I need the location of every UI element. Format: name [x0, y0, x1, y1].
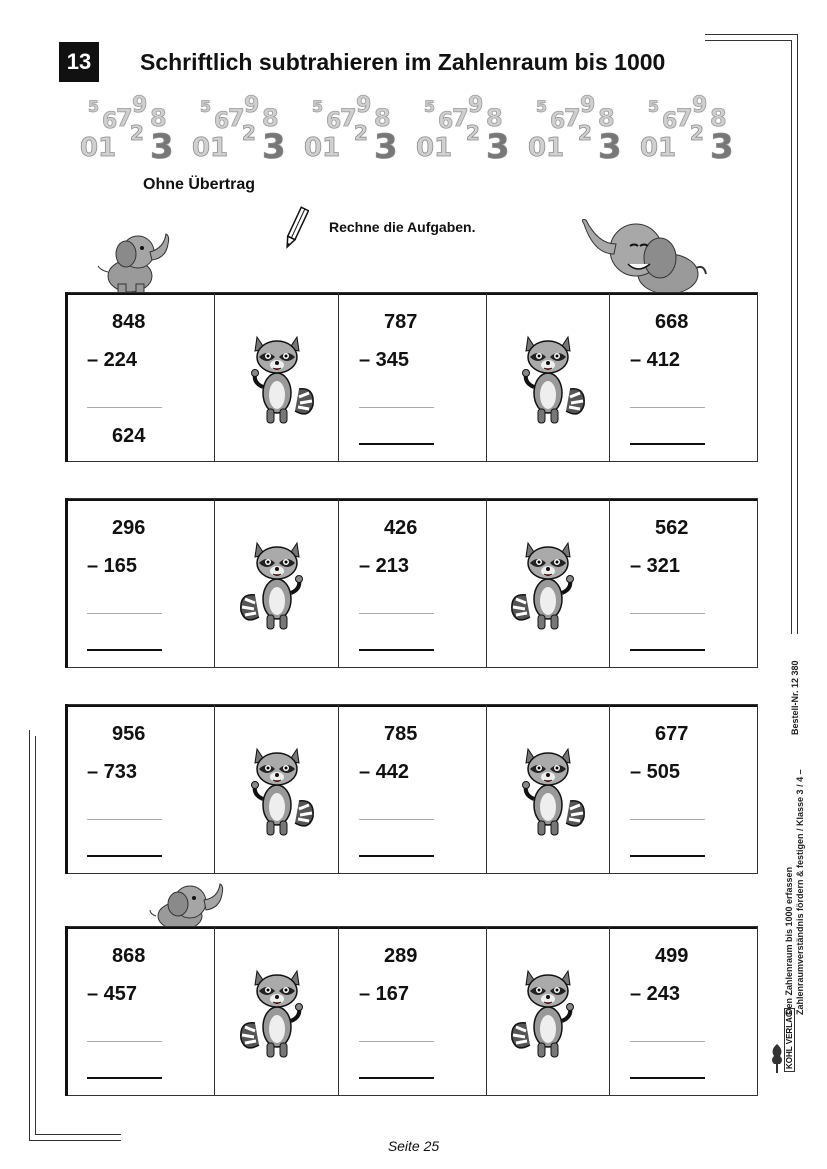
subtraction-task [65, 498, 215, 668]
digit-glyph: 9 [132, 93, 148, 118]
carry-line [630, 819, 705, 820]
carry-line [87, 407, 162, 408]
subtrahend: – 412 [630, 349, 681, 371]
digit-glyph: 6 [102, 109, 118, 134]
digit-strip-banner [78, 92, 748, 162]
raccoon-icon [508, 533, 588, 633]
exercise-row [65, 498, 758, 668]
answer-line[interactable] [630, 1077, 705, 1079]
digit-glyph: 5 [536, 97, 548, 116]
carry-line [87, 613, 162, 614]
elephant-small-left-icon [92, 226, 176, 296]
digit-group [528, 93, 622, 162]
carry-line [359, 1041, 434, 1042]
order-number: Bestell-Nr. 12 380 [790, 660, 800, 735]
digit-glyph: 0 [192, 133, 211, 162]
carry-line [87, 819, 162, 820]
digit-glyph: 7 [340, 104, 357, 132]
subtrahend: – 345 [359, 349, 410, 371]
digit-glyph: 8 [598, 104, 615, 132]
page-title: Schriftlich subtrahieren im Zahlenraum bis 1000 [140, 49, 666, 75]
digit-glyph: 9 [692, 93, 708, 118]
digit-glyph: 8 [262, 104, 279, 132]
answer-line[interactable] [630, 649, 705, 651]
minuend: 956 [112, 723, 146, 745]
subtrahend: – 165 [87, 555, 138, 577]
digit-glyph: 7 [564, 104, 581, 132]
answer-line[interactable] [87, 1077, 162, 1079]
raccoon-cell [487, 292, 610, 462]
answer-line[interactable] [359, 1077, 434, 1079]
digit-glyph: 5 [312, 97, 324, 116]
subtrahend: – 167 [359, 983, 410, 1005]
digit-glyph: 6 [438, 109, 454, 134]
frame-line-left-inner [35, 736, 36, 1134]
digit-glyph: 0 [80, 133, 99, 162]
digit-glyph: 0 [304, 133, 323, 162]
digit-glyph: 5 [200, 97, 212, 116]
digit-glyph: 8 [710, 104, 727, 132]
digit-glyph: 2 [690, 121, 704, 145]
digit-glyph: 0 [416, 133, 435, 162]
frame-line-right-inner [791, 40, 792, 634]
subtraction-task [339, 926, 487, 1096]
digit-group [192, 93, 286, 162]
subtrahend: – 505 [630, 761, 681, 783]
digit-glyph: 2 [466, 121, 480, 145]
digit-glyph: 2 [578, 121, 592, 145]
minuend: 848 [112, 311, 146, 333]
answer-line[interactable] [359, 855, 434, 857]
digit-glyph: 7 [676, 104, 693, 132]
digit-glyph: 8 [486, 104, 503, 132]
digit-glyph: 3 [374, 127, 398, 162]
exercise-row [65, 292, 758, 462]
digit-glyph: 0 [528, 133, 547, 162]
digit-glyph: 2 [242, 121, 256, 145]
carry-line [630, 613, 705, 614]
digit-glyph: 3 [262, 127, 286, 162]
digit-glyph: 2 [354, 121, 368, 145]
digit-glyph: 3 [486, 127, 510, 162]
instruction-text: Rechne die Aufgaben. [329, 219, 476, 235]
subtrahend: – 442 [359, 761, 410, 783]
minuend: 426 [384, 517, 418, 539]
page-footer: Seite 25 [387, 1138, 440, 1154]
side-book-title: Den Zahlenraum bis 1000 erfassen [784, 866, 794, 1015]
digit-glyph: 7 [228, 104, 245, 132]
answer-line[interactable] [630, 443, 705, 445]
exercise-number-badge: 13 [59, 42, 99, 82]
elephant-small-lower-icon [146, 880, 228, 928]
answer-line[interactable] [630, 855, 705, 857]
minuend: 787 [384, 311, 418, 333]
digit-group [80, 93, 174, 162]
digit-glyph: 1 [98, 133, 117, 162]
subtraction-task [339, 498, 487, 668]
digit-glyph: 3 [710, 127, 734, 162]
subtraction-task [65, 926, 215, 1096]
digit-glyph: 2 [130, 121, 144, 145]
subtraction-task [610, 704, 758, 874]
carry-line [630, 407, 705, 408]
digit-group [416, 93, 510, 162]
raccoon-icon [237, 739, 317, 839]
digit-glyph: 6 [662, 109, 678, 134]
publisher-tree-icon [770, 1040, 784, 1074]
elephant-large-right-icon [578, 214, 710, 296]
minuend: 785 [384, 723, 418, 745]
minuend: 289 [384, 945, 418, 967]
digit-glyph: 6 [326, 109, 342, 134]
digit-glyph: 8 [150, 104, 167, 132]
raccoon-icon [508, 327, 588, 427]
carry-line [87, 1041, 162, 1042]
digit-group [640, 93, 734, 162]
subtraction-task [610, 926, 758, 1096]
carry-line [359, 819, 434, 820]
exercise-row [65, 926, 758, 1096]
answer-line[interactable] [359, 443, 434, 445]
frame-line-top-right [705, 34, 797, 35]
carry-line [359, 407, 434, 408]
frame-line-right [797, 34, 798, 634]
digit-glyph: 5 [648, 97, 660, 116]
digit-glyph: 1 [546, 133, 565, 162]
digit-glyph: 9 [580, 93, 596, 118]
subtrahend: – 457 [87, 983, 138, 1005]
subtrahend: – 213 [359, 555, 410, 577]
frame-line-left [29, 730, 30, 1140]
digit-glyph: 1 [434, 133, 453, 162]
side-book-info [784, 769, 806, 1015]
carry-line [630, 1041, 705, 1042]
raccoon-cell [215, 704, 339, 874]
minuend: 296 [112, 517, 146, 539]
digit-glyph: 1 [322, 133, 341, 162]
digit-glyph: 0 [640, 133, 659, 162]
exercise-row [65, 704, 758, 874]
subtrahend: – 733 [87, 761, 138, 783]
subtraction-task [610, 292, 758, 462]
answer-line[interactable] [87, 855, 162, 857]
minuend: 868 [112, 945, 146, 967]
subtraction-task [65, 292, 215, 462]
raccoon-icon [508, 961, 588, 1061]
subtraction-task [339, 704, 487, 874]
digit-glyph: 6 [550, 109, 566, 134]
raccoon-cell [215, 292, 339, 462]
raccoon-icon [237, 961, 317, 1061]
digit-glyph: 7 [116, 104, 133, 132]
publisher-name: KOHL VERLAG [784, 1008, 795, 1072]
digit-glyph: 7 [452, 104, 469, 132]
digit-glyph: 6 [214, 109, 230, 134]
digit-glyph: 9 [468, 93, 484, 118]
answer-line[interactable] [87, 649, 162, 651]
digit-group [304, 93, 398, 162]
subtraction-task [339, 292, 487, 462]
answer-line[interactable] [359, 649, 434, 651]
digit-glyph: 1 [210, 133, 229, 162]
carry-line [359, 613, 434, 614]
pencil-icon [283, 205, 309, 251]
subtrahend: – 224 [87, 349, 138, 371]
minuend: 668 [655, 311, 689, 333]
digit-glyph: 3 [598, 127, 622, 162]
raccoon-cell [215, 498, 339, 668]
frame-line-bottom-left-inner [35, 1134, 121, 1135]
raccoon-cell [487, 926, 610, 1096]
frame-line-top-right-inner [705, 40, 791, 41]
digit-glyph: 9 [244, 93, 260, 118]
raccoon-cell [215, 926, 339, 1096]
subtitle: Ohne Übertrag [143, 176, 256, 193]
raccoon-cell [487, 704, 610, 874]
raccoon-icon [237, 327, 317, 427]
minuend: 499 [655, 945, 689, 967]
raccoon-icon [237, 533, 317, 633]
minuend: 562 [655, 517, 689, 539]
subtrahend: – 243 [630, 983, 681, 1005]
subtrahend: – 321 [630, 555, 681, 577]
digit-glyph: 1 [658, 133, 677, 162]
digit-glyph: 8 [374, 104, 391, 132]
digit-glyph: 3 [150, 127, 174, 162]
digit-glyph: 5 [88, 97, 100, 116]
digit-glyph: 5 [424, 97, 436, 116]
side-book-subtitle: Zahlenraumverständnis fördern & festigen / Klasse 3 / 4 – [795, 769, 805, 1015]
raccoon-cell [487, 498, 610, 668]
raccoon-icon [508, 739, 588, 839]
result-value: 624 [112, 425, 146, 447]
digit-glyph: 9 [356, 93, 372, 118]
subtraction-task [65, 704, 215, 874]
subtraction-task [610, 498, 758, 668]
minuend: 677 [655, 723, 689, 745]
